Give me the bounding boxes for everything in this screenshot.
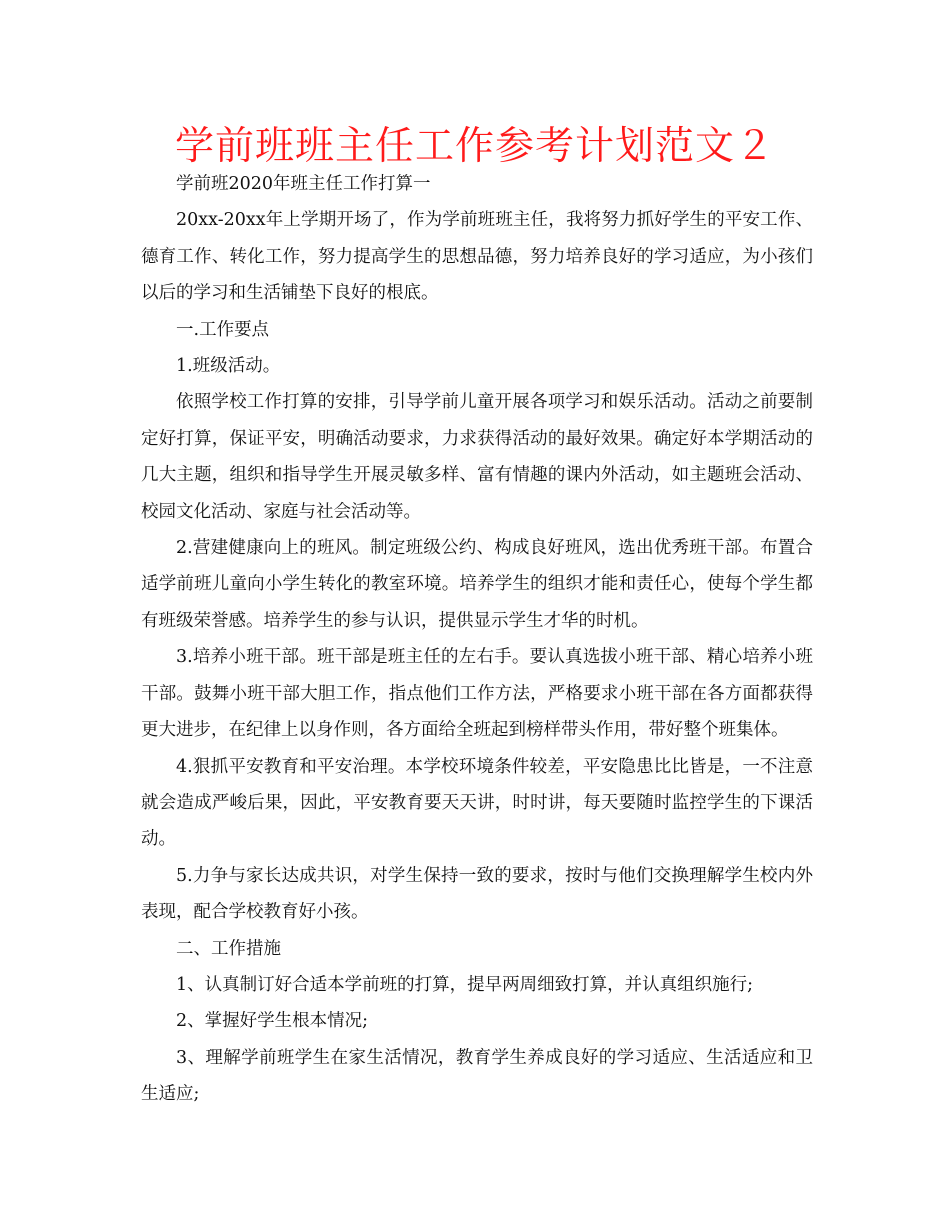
paragraph-subtitle: 学前班2020年班主任工作打算一 — [176, 174, 431, 194]
document-body — [141, 166, 813, 1113]
document-title: 学前班班主任工作参考计划范文２ — [174, 124, 775, 169]
measure-item-3: 3、理解学前班学生在家生活情况，教育学生养成良好的学习适应、生活适应和卫生适应; — [141, 1047, 813, 1105]
measure-item-2: 2、掌握好学生根本情况; — [176, 1011, 369, 1032]
paragraph-class-cadres: 3.培养小班干部。班干部是班主任的左右手。要认真选拔小班干部、精心培养小班干部。鼓舞小班干部大胆工作，指点他们工作方法，严格要求小班干部在各方面都获得更大进步，在纪律上以身作则，各方面给全班起到榜样带头作用，带好整个班集体。 — [141, 647, 813, 741]
paragraph-intro: 20xx-20xx年上学期开场了，作为学前班班主任，我将努力抓好学生的平安工作、德育工作、转化工作，努力提高学生的思想品德，努力培养良好的学习适应，为小孩们以后的学习和生活铺垫下良好的根底。 — [141, 210, 813, 304]
section-heading-work-points: 一.工作要点 — [176, 319, 270, 340]
paragraph-parent-consensus: 5.力争与家长达成共识，对学生保持一致的要求，按时与他们交换理解学生校内外表现，配合学校教育好小孩。 — [141, 865, 813, 923]
section-heading-work-measures: 二、工作措施 — [176, 938, 281, 959]
paragraph-class-activities: 依照学校工作打算的安排，引导学前儿童开展各项学习和娱乐活动。活动之前要制定好打算，保证平安，明确活动要求，力求获得活动的最好效果。确定好本学期活动的几大主题，组织和指导学生开展灵敏多样、富有情趣的课内外活动，如主题班会活动、校园文化活动、家庭与社会活动等。 — [141, 392, 813, 522]
measure-item-1: 1、认真制订好合适本学前班的打算，提早两周细致打算，并认真组织施行; — [176, 974, 754, 995]
item-heading-class-activities: 1.班级活动。 — [176, 356, 281, 377]
paragraph-class-spirit: 2.营建健康向上的班风。制定班级公约、构成良好班风，选出优秀班干部。布置合适学前班儿童向小学生转化的教室环境。培养学生的组织才能和责任心，使每个学生都有班级荣誉感。培养学生的参与认识，提供显示学生才华的时机。 — [141, 538, 813, 631]
paragraph-safety-education: 4.狠抓平安教育和平安治理。本学校环境条件较差，平安隐患比比皆是，一不注意就会造成严峻后果，因此，平安教育要天天讲，时时讲，每天要随时监控学生的下课活动。 — [141, 756, 813, 850]
